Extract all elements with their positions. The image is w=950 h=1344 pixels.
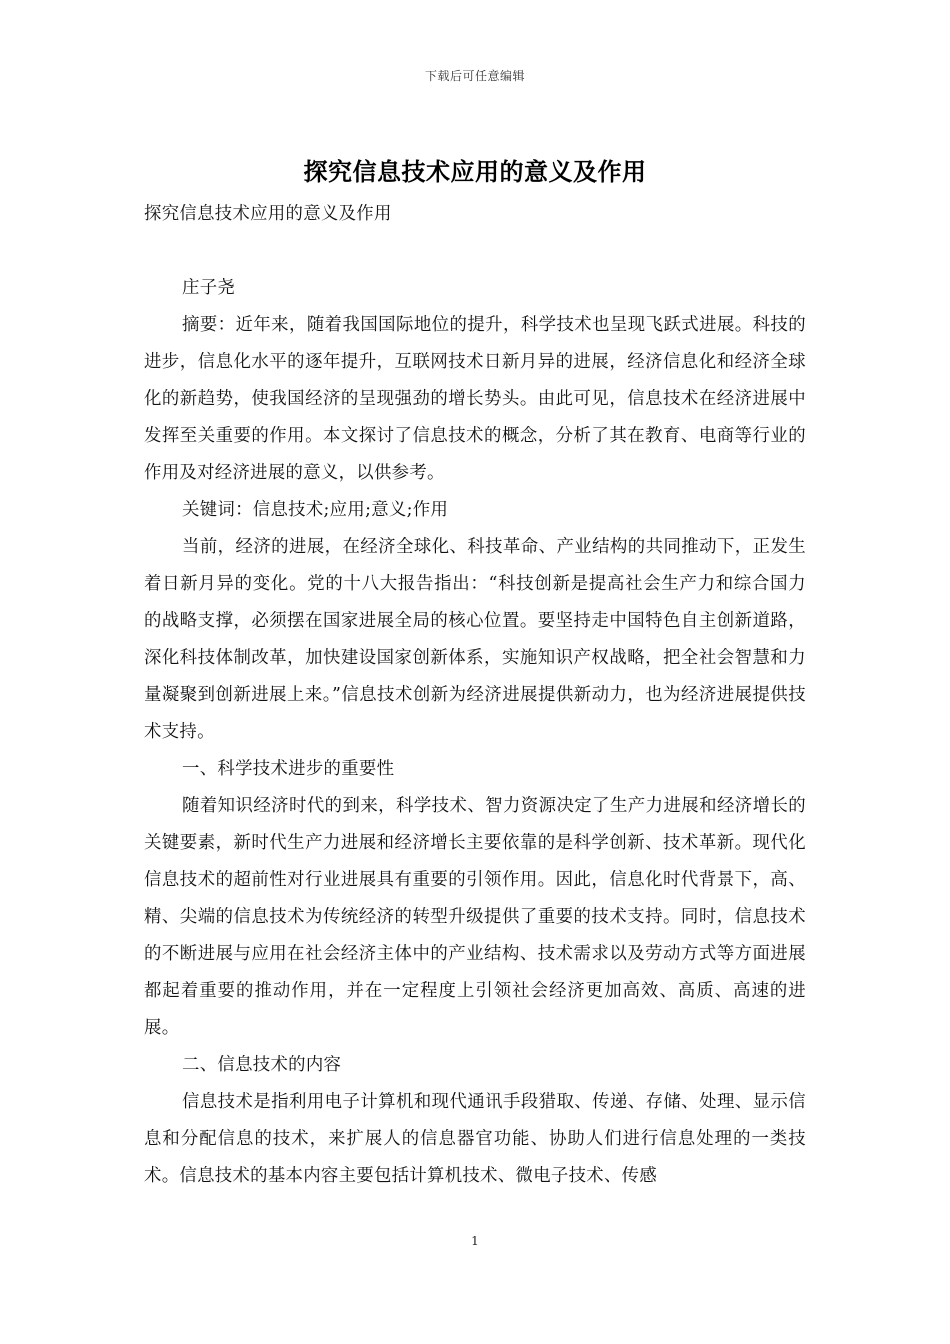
- document-subtitle: 探究信息技术应用的意义及作用: [144, 204, 392, 224]
- body-paragraph: 信息技术是指利用电子计算机和现代通讯手段猎取、传递、存储、处理、显示信息和分配信息的技术，来扩展人的信息器官功能、协助人们进行信息处理的一类技术。信息技术的基本内容主要包括计算机技术、微电子技术、传感: [144, 1092, 806, 1186]
- document-title: 探究信息技术应用的意义及作用: [303, 157, 647, 186]
- header-note: 下载后可任意编辑: [424, 69, 525, 83]
- page-number: 1: [471, 1234, 479, 1248]
- keywords-paragraph: 关键词：信息技术;应用;意义;作用: [182, 500, 449, 520]
- blank-line: [144, 233, 806, 270]
- author-line: 庄子尧: [182, 278, 236, 298]
- body-paragraph: 当前，经济的进展，在经济全球化、科技革命、产业结构的共同推动下，正发生着日新月异的变化。党的十八大报告指出：“科技创新是提高社会生产力和综合国力的战略支撑，必须摆在国家进展全局的核心位置。要坚持走中国特色自主创新道路，深化科技体制改革，加快建设国家创新体系，实施知识产权战略，把全社会智慧和力量凝聚到创新进展上来。”信息技术创新为经济进展提供新动力，也为经济进展提供技术支持。: [144, 537, 806, 742]
- section-heading: 二、信息技术的内容: [182, 1055, 342, 1075]
- document-body: [144, 196, 806, 1195]
- body-paragraph: 随着知识经济时代的到来，科学技术、智力资源决定了生产力进展和经济增长的关键要素，新时代生产力进展和经济增长主要依靠的是科学创新、技术革新。现代化信息技术的超前性对行业进展具有重要的引领作用。因此，信息化时代背景下，高、精、尖端的信息技术为传统经济的转型升级提供了重要的技术支持。同时，信息技术的不断进展与应用在社会经济主体中的产业结构、技术需求以及劳动方式等方面进展都起着重要的推动作用，并在一定程度上引领社会经济更加高效、高质、高速的进展。: [144, 796, 806, 1038]
- abstract-paragraph: 摘要：近年来，随着我国国际地位的提升，科学技术也呈现飞跃式进展。科技的进步，信息化水平的逐年提升，互联网技术日新月异的进展，经济信息化和经济全球化的新趋势，使我国经济的呈现强劲的增长势头。由此可见，信息技术在经济进展中发挥至关重要的作用。本文探讨了信息技术的概念，分析了其在教育、电商等行业的作用及对经济进展的意义，以供参考。: [144, 315, 806, 483]
- section-heading: 一、科学技术进步的重要性: [182, 759, 395, 779]
